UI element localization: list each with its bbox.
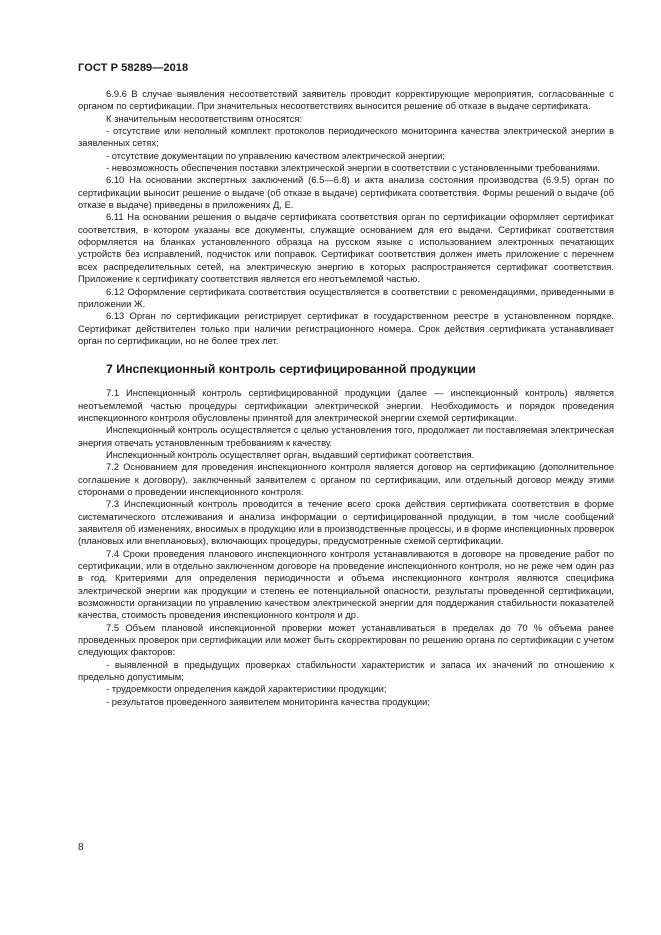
list-item: - результатов проведенного заявителем мониторинга качества продукции; xyxy=(106,695,430,707)
paragraph: 7.2 Основанием для проведения инспекционного контроля является договор на сертификацию (дополнительное соглашение к договору), заключенный заявителем с органом по сертификации, или отдельный договор между этими сторонами о проведении инспекционного контроля. xyxy=(78,461,614,497)
paragraph: 6.10 На основании экспертных заключений (6.5—6.8) и акта анализа состояния производства (6.9.5) орган по сертификации выносит решение о выдаче (об отказе в выдаче) сертификата соответствия. Формы решений о выдаче (об отказе в выдаче) приведены в приложениях Д, Е. xyxy=(78,174,614,211)
list-item: - отсутствие документации по управлению качеством электрической энергии; xyxy=(106,149,445,161)
paragraph: 7.3 Инспекционный контроль проводится в течение всего срока действия сертификата соответствия в форме систематического отслеживания и анализа информации о сертифицированной продукции, в том числе сообщений заявителя об изменениях, вносимых в продукцию или в производственные процессы, и в форме инспекционных проверок (плановых или внеплановых), включающих процедуры, предусмотренные схемой сертификации. xyxy=(78,498,614,547)
paragraph: 7.1 Инспекционный контроль сертифицированной продукции (далее — инспекционный контроль) является неотъемлемой частью процедуры сертификации электрической энергии. Необходимость и порядок проведения инспекционного контроля обусловлены принятой для электрической энергии схемой сертификации. xyxy=(78,387,614,423)
section-title: 7 Инспекционный контроль сертифицированной продукции xyxy=(106,362,476,377)
list-item: - отсутствие или неполный комплект протоколов периодического мониторинга качества электрической энергии в заявленных сетях; xyxy=(78,125,614,149)
paragraph: 6.13 Орган по сертификации регистрирует сертификат в государственном реестре в установленном порядке. Сертификат действителен только при наличии регистрационного номера. Срок действия сертификата устанавливает орган по сертификации, но не более трех лет. xyxy=(78,310,614,346)
list-item: - невозможность обеспечения поставки электрической энергии в соответствии с установленными требованиями. xyxy=(106,162,601,174)
list-item: - выявленной в предыдущих проверках стабильности характеристик и запаса их значений по отношению к предельно допустимым; xyxy=(78,658,614,683)
paragraph: 7.5 Объем плановой инспекционной проверки может устанавливаться в пределах до 70 % объема ранее проведенных проверок при сертификации или может быть скорректирован по решению органа по сертификации с учетом следующих факторов: xyxy=(78,621,614,658)
paragraph: 6.11 На основании решения о выдаче сертификата соответствия орган по сертификации оформляет сертификат соответствия, в котором указаны все документы, служащие основанием для его выдачи. Сертификат соответствия оформляется на бланках установленного образца на русском языке с использованием электронных печатающих устройств без исправлений, подчисток или поправок. Сертификат соответствия должен иметь приложение с перечнем всех распределительных сетей, на электрическую энергию в которых распространяется сертификат соответствия. Приложение к сертификату соответствия является его неотъемлемой частью. xyxy=(78,211,614,285)
paragraph: Инспекционный контроль осуществляет орган, выдавший сертификат соответствия. xyxy=(106,448,475,460)
paragraph: К значительным несоответствиям относятся: xyxy=(106,112,303,124)
paragraph: 6.9.6 В случае выявления несоответствий заявитель проводит корректирующие мероприятия, согласованные с органом по сертификации. При значительных несоответствиях выносится решение об отказе в выдаче сертификата. xyxy=(78,88,614,112)
paragraph: 7.4 Сроки проведения планового инспекционного контроля устанавливаются в договоре на проведение работ по сертификации, или в отдельно заключенном договоре на проведение инспекционного контроля, но не реже чем один раз в год. Критериями для определения периодичности и объема инспекционного контроля являются специфика электрической энергии как продукции и степень ее потенциальной опасности, результаты проведенной сертификации, возможности организации по управлению качеством электрической энергии для поддержания стабильности показателей качества, стоимость проведения инспекционного контроля и др. xyxy=(78,547,614,621)
list-item: - трудоемкости определения каждой характеристики продукции; xyxy=(106,683,387,695)
document-header: ГОСТ Р 58289—2018 xyxy=(78,62,189,74)
paragraph: 6.12 Оформление сертификата соответствия осуществляется в соответствии с рекомендациями, приведенными в приложении Ж. xyxy=(78,285,614,309)
page-content xyxy=(78,88,614,708)
paragraph: Инспекционный контроль осуществляется с целью установления того, продолжает ли поставляемая электрическая энергия отвечать установленным требованиям к качеству. xyxy=(78,424,614,448)
page-number: 8 xyxy=(78,842,84,853)
